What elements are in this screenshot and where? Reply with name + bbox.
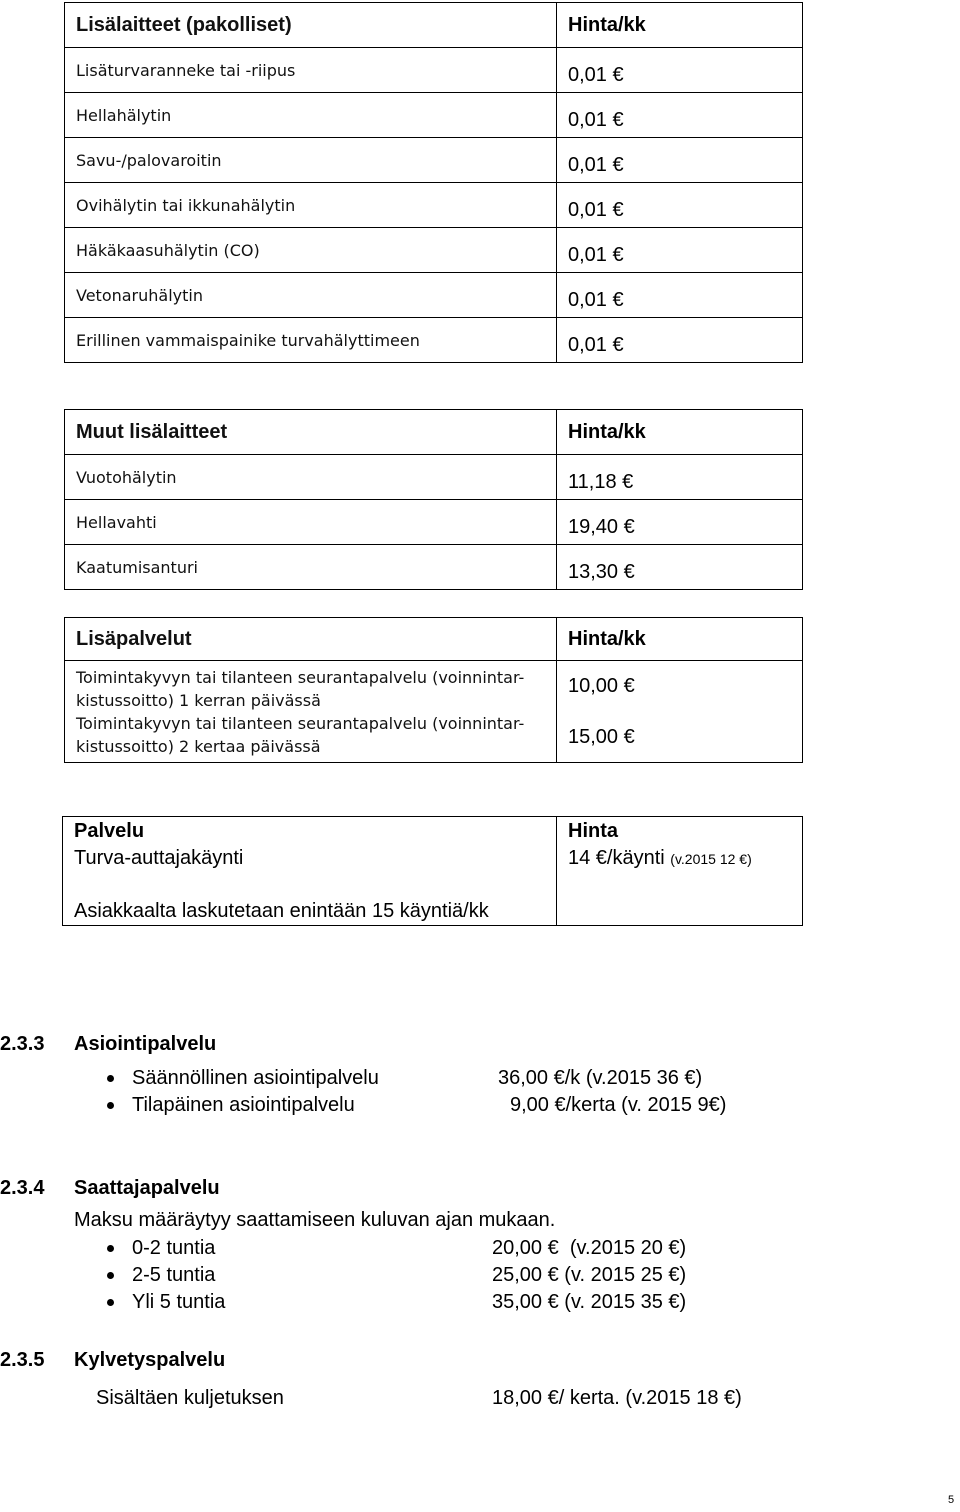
table-row	[65, 48, 803, 93]
table-row	[65, 318, 803, 363]
bullet-icon	[107, 1299, 114, 1306]
device-label: Erillinen vammaispainike turvahälyttimeen	[65, 318, 557, 363]
list-item-label: 2-5 tuntia	[132, 1264, 216, 1286]
device-label: Lisäturvaranneke tai -riipus	[65, 48, 557, 93]
bullet-icon	[107, 1245, 114, 1252]
billing-note: Asiakkaalta laskutetaan enintään 15 käyntiä/kk	[74, 900, 489, 922]
device-label: Kaatumisanturi	[65, 545, 557, 590]
table-header-price: Hinta/kk	[557, 618, 803, 661]
table-row	[65, 545, 803, 590]
device-price: 0,01 €	[557, 228, 803, 273]
table-header-label: Lisäpalvelut	[65, 618, 557, 661]
list-item-label: Yli 5 tuntia	[132, 1291, 226, 1313]
device-price: 0,01 €	[557, 93, 803, 138]
service-label: Sisältäen kuljetuksen	[96, 1387, 284, 1409]
section-title: Asiointipalvelu	[74, 1033, 217, 1055]
table-row	[65, 500, 803, 545]
device-price: 11,18 €	[557, 455, 803, 500]
service-label-cell	[63, 817, 557, 926]
section-title: Kylvetyspalvelu	[74, 1349, 226, 1371]
service-label: Turva-auttajakäynti	[74, 847, 244, 869]
device-label: Ovihälytin tai ikkunahälytin	[65, 183, 557, 228]
service-line: kistussoitto) 1 kerran päivässä	[76, 690, 321, 710]
section-heading	[0, 1033, 216, 1056]
section-heading	[0, 1177, 220, 1200]
table-row	[65, 273, 803, 318]
device-label: Savu-/palovaroitin	[65, 138, 557, 183]
service-line: Toimintakyvyn tai tilanteen seurantapalvelu (voinnintar-	[76, 713, 525, 733]
service-price	[568, 845, 802, 873]
bullet-icon	[107, 1075, 114, 1082]
device-price: 0,01 €	[557, 183, 803, 228]
section-number: 2.3.5	[0, 1349, 45, 1371]
bullet-icon	[107, 1102, 114, 1109]
list-item-price: 20,00 € (v.2015 20 €)	[492, 1237, 687, 1259]
service-table	[62, 816, 803, 926]
table-row	[65, 455, 803, 500]
section-title: Saattajapalvelu	[74, 1177, 220, 1199]
table-header-label: Muut lisälaitteet	[65, 410, 557, 455]
table-header-price: Hinta	[568, 820, 618, 842]
device-price: 19,40 €	[557, 500, 803, 545]
service-line: kistussoitto) 2 kertaa päivässä	[76, 736, 321, 756]
page-number: 5	[948, 1494, 955, 1506]
table-row	[65, 183, 803, 228]
service-label	[65, 661, 557, 763]
service-price-note: (v.2015 12 €)	[670, 851, 752, 867]
service-prices	[557, 661, 803, 763]
extra-services-table	[64, 617, 803, 763]
section-heading	[0, 1349, 225, 1372]
device-price: 0,01 €	[557, 273, 803, 318]
service-price: 18,00 €/ kerta. (v.2015 18 €)	[492, 1387, 742, 1409]
list-item-price: 35,00 € (v. 2015 35 €)	[492, 1291, 687, 1313]
bullet-icon	[107, 1272, 114, 1279]
section-number: 2.3.3	[0, 1033, 45, 1055]
list-item-price: 36,00 €/k (v.2015 36 €)	[498, 1067, 703, 1089]
device-price: 0,01 €	[557, 138, 803, 183]
device-label: Vetonaruhälytin	[65, 273, 557, 318]
device-price: 0,01 €	[557, 318, 803, 363]
table-row	[65, 661, 803, 763]
device-price: 0,01 €	[557, 48, 803, 93]
table-row	[65, 93, 803, 138]
table-header-price: Hinta/kk	[557, 3, 803, 48]
table-header-price: Hinta/kk	[557, 410, 803, 455]
device-label: Häkäkaasuhälytin (CO)	[65, 228, 557, 273]
list-item-label: 0-2 tuntia	[132, 1237, 216, 1259]
device-label: Hellavahti	[65, 500, 557, 545]
list-item-label: Säännöllinen asiointipalvelu	[132, 1067, 379, 1089]
table-row	[65, 138, 803, 183]
list-item-price: 9,00 €/kerta (v. 2015 9€)	[510, 1094, 727, 1116]
service-line: Toimintakyvyn tai tilanteen seurantapalvelu (voinnintar-	[76, 667, 525, 687]
table-row	[65, 228, 803, 273]
device-label: Hellahälytin	[65, 93, 557, 138]
list-item-price: 25,00 € (v. 2015 25 €)	[492, 1264, 687, 1286]
device-label: Vuotohälytin	[65, 455, 557, 500]
table-header-label: Palvelu	[74, 820, 145, 842]
section-intro: Maksu määräytyy saattamiseen kuluvan ajan mukaan.	[74, 1209, 556, 1231]
service-price: 15,00 €	[568, 725, 635, 748]
section-number: 2.3.4	[0, 1177, 45, 1199]
service-price: 10,00 €	[568, 674, 635, 697]
other-devices-table	[64, 409, 803, 590]
table-header-label: Lisälaitteet (pakolliset)	[65, 3, 557, 48]
mandatory-devices-table	[64, 2, 803, 363]
service-price-value: 14 €/käynti	[568, 847, 665, 869]
device-price: 13,30 €	[557, 545, 803, 590]
list-item-label: Tilapäinen asiointipalvelu	[132, 1094, 355, 1116]
service-price-cell	[557, 817, 803, 926]
